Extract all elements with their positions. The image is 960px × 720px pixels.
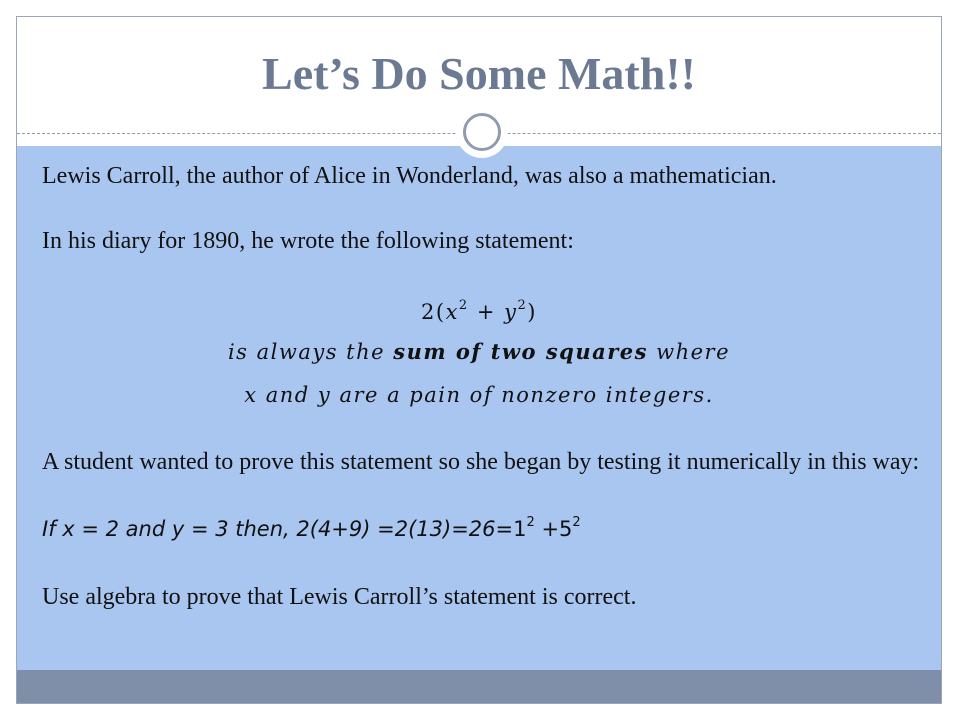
example-term1-base: 1 [513, 517, 527, 541]
circle-ring-icon [463, 113, 501, 151]
diary-paragraph: In his diary for 1890, he wrote the following statement: [42, 228, 574, 254]
circle-ornament [456, 106, 508, 158]
statement-bold-phrase: sum of two squares [393, 339, 648, 364]
statement-line-2: x and y are a pain of nonzero integers. [244, 383, 714, 407]
formula-plus: + [468, 300, 505, 324]
formula-x-exponent: 2 [458, 298, 469, 313]
footer-bar [17, 670, 941, 703]
slide-title: Let’s Do Some Math!! [262, 48, 696, 99]
statement-line-1-before: is always the [227, 340, 394, 364]
formula-line [17, 298, 941, 324]
example-term2-base: 5 [559, 517, 573, 541]
example-term1-exponent: 2 [526, 515, 535, 530]
formula-suffix: ) [527, 300, 537, 324]
formula-y-exponent: 2 [517, 298, 528, 313]
example-text: If x = 2 and y = 3 then, 2(4+9) =2(13)=26= [42, 517, 514, 541]
formula-y: y [504, 300, 518, 324]
example-term2-exponent: 2 [572, 515, 581, 530]
student-paragraph: A student wanted to prove this statement so she began by testing it numerically in this way: [42, 449, 920, 475]
statement-line-1-after: where [647, 340, 731, 364]
example-line [42, 515, 581, 541]
example-plus: + [534, 517, 560, 541]
formula-x: x [445, 300, 459, 324]
task-paragraph: Use algebra to prove that Lewis Carroll’s statement is correct. [42, 584, 637, 610]
formula-prefix: 2( [421, 300, 446, 324]
statement-line-1 [17, 339, 941, 364]
intro-paragraph: Lewis Carroll, the author of Alice in Wonderland, was also a mathematician. [42, 163, 777, 189]
